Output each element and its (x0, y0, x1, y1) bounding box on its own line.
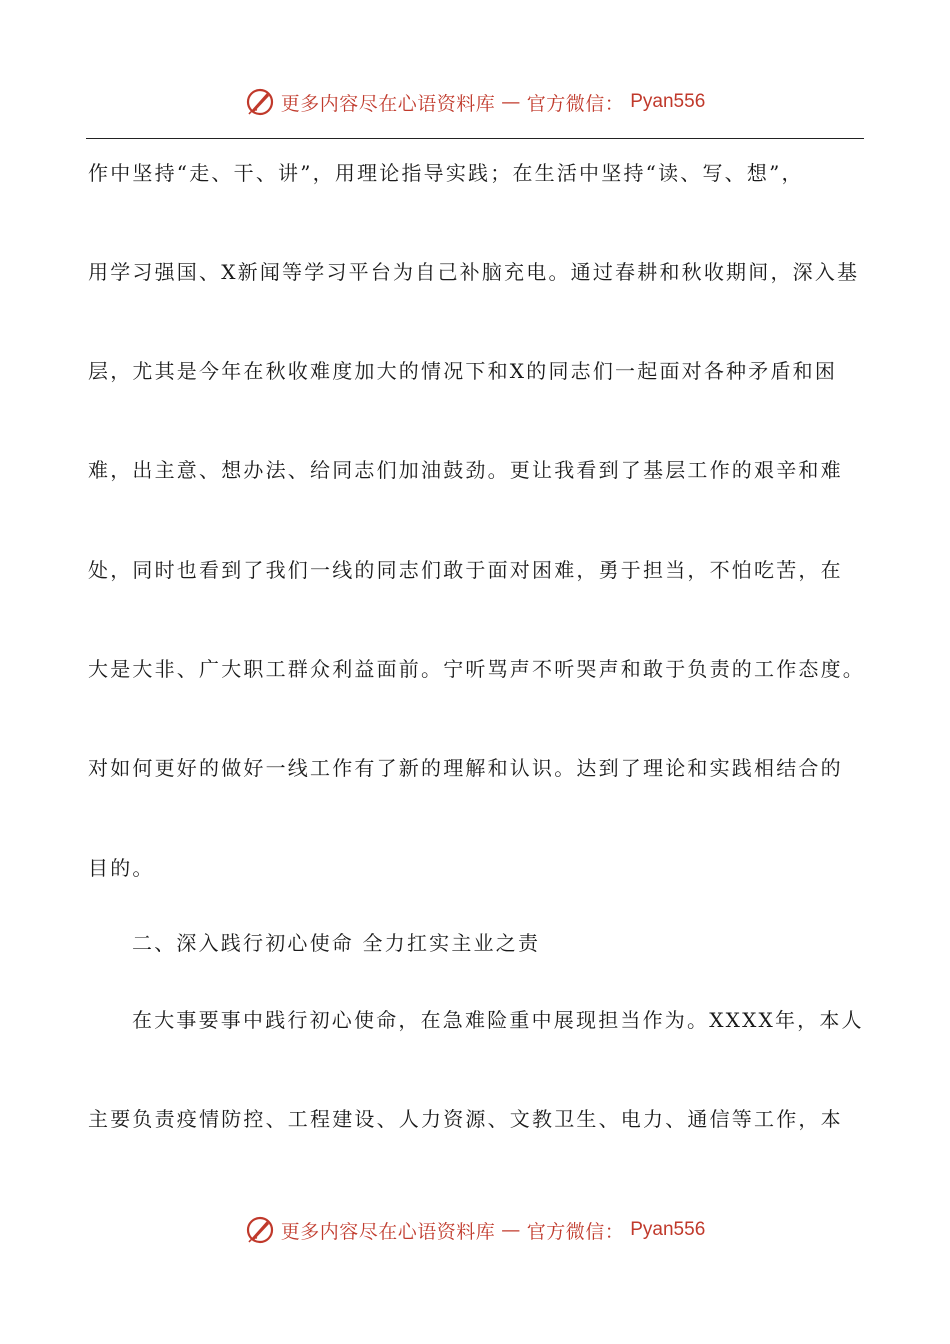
quill-logo-icon (245, 87, 275, 117)
footer-banner-title: 更多内容尽在心语资料库 (280, 1220, 496, 1243)
banner-wechat-label: 官方微信： (526, 92, 625, 115)
body-line: 在大事要事中践行初心使命，在急难险重中展现担当作为。XXXX年，本人 (132, 1008, 864, 1032)
footer-wechat-id: Pyan556 (630, 1219, 706, 1240)
section-heading: 二、深入践行初心使命 全力扛实主业之责 (132, 931, 541, 955)
header-divider (86, 138, 864, 139)
banner-dash: — (501, 91, 521, 113)
body-line: 目的。 (88, 856, 155, 880)
body-line: 用学习强国、X新闻等学习平台为自己补脑充电。通过春耕和秋收期间，深入基 (88, 260, 860, 284)
body-line: 层，尤其是今年在秋收难度加大的情况下和X的同志们一起面对各种矛盾和困 (88, 359, 838, 383)
footer-wechat-label: 官方微信： (526, 1220, 625, 1243)
body-line: 难，出主意、想办法、给同志们加油鼓劲。更让我看到了基层工作的艰辛和难 (88, 458, 843, 482)
body-line: 对如何更好的做好一线工作有了新的理解和认识。达到了理论和实践相结合的 (88, 756, 843, 780)
body-line: 主要负责疫情防控、工程建设、人力资源、文教卫生、电力、通信等工作，本 (88, 1107, 843, 1131)
body-line: 处，同时也看到了我们一线的同志们敢于面对困难，勇于担当，不怕吃苦，在 (88, 558, 843, 582)
banner-title: 更多内容尽在心语资料库 (280, 92, 496, 115)
banner-wechat-id: Pyan556 (630, 91, 706, 112)
header-banner (0, 82, 950, 122)
quill-logo-icon (245, 1215, 275, 1245)
footer-banner-dash: — (501, 1219, 521, 1241)
footer-banner (0, 1210, 950, 1250)
body-line: 大是大非、广大职工群众利益面前。宁听骂声不听哭声和敢于负责的工作态度。 (88, 657, 865, 681)
body-line: 作中坚持“走、干、讲”，用理论指导实践；在生活中坚持“读、写、想”， (88, 161, 804, 185)
